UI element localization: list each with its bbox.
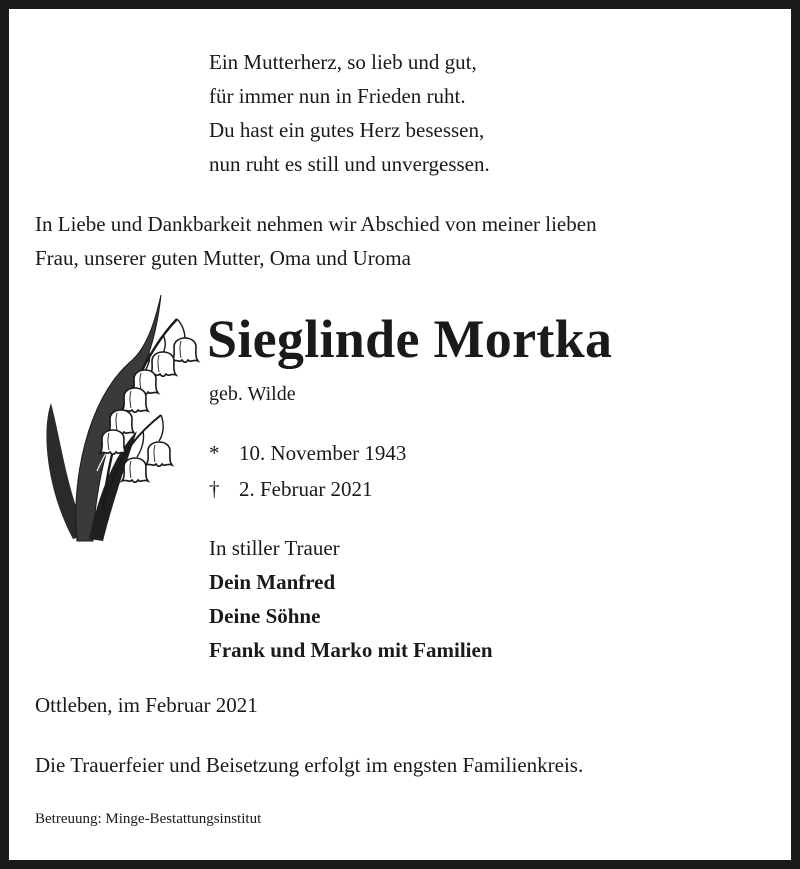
lily-of-the-valley-icon [37, 291, 207, 551]
farewell-intro [35, 207, 597, 275]
poem-line: Du hast ein gutes Herz besessen, [209, 118, 485, 142]
death-date: 2. Februar 2021 [239, 477, 373, 501]
poem-line: für immer nun in Frieden ruht. [209, 84, 466, 108]
life-dates [209, 435, 406, 507]
birth-symbol: * [209, 441, 220, 465]
mourners-intro: In stiller Trauer [209, 536, 340, 560]
funeral-home-note: Betreuung: Minge-Bestattungsinstitut [35, 811, 262, 827]
mourners-block [209, 531, 493, 667]
birth-row [209, 435, 406, 471]
intro-line: Frau, unserer guten Mutter, Oma und Uroma [35, 246, 411, 270]
deceased-name: Sieglinde Mortka [207, 309, 613, 369]
poem-line: nun ruht es still und unvergessen. [209, 152, 490, 176]
mourner-name: Deine Söhne [209, 604, 321, 628]
death-cross-icon: † [209, 477, 220, 501]
birth-date: 10. November 1943 [239, 441, 407, 465]
birth-name: geb. Wilde [209, 383, 296, 405]
mourner-name: Dein Manfred [209, 570, 336, 594]
intro-line: In Liebe und Dankbarkeit nehmen wir Abschied von meiner lieben [35, 212, 597, 236]
mourner-name: Frank und Marko mit Familien [209, 638, 493, 662]
death-row [209, 471, 406, 507]
place-date: Ottleben, im Februar 2021 [35, 693, 258, 717]
funeral-note: Die Trauerfeier und Beisetzung erfolgt im engsten Familienkreis. [35, 753, 584, 777]
memorial-poem [209, 45, 490, 181]
poem-line: Ein Mutterherz, so lieb und gut, [209, 50, 477, 74]
